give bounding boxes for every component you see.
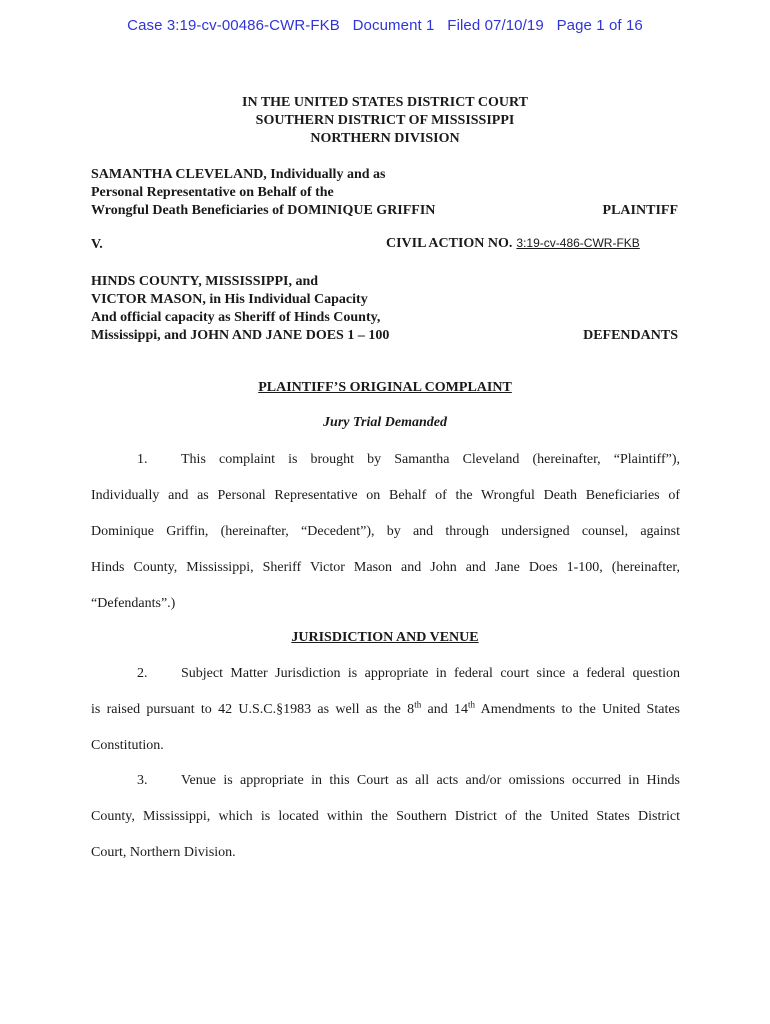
civil-action-label: CIVIL ACTION NO. xyxy=(386,236,513,251)
para1-line-2: Individually and as Personal Representative on Behalf of the Wrongful Death Beneficiaries of xyxy=(91,488,680,503)
court-line-3: NORTHERN DIVISION xyxy=(310,131,460,146)
section-heading: JURISDICTION AND VENUE xyxy=(291,630,479,645)
para3-line-1: 3. Venue is appropriate in this Court as all acts and/or omissions occurred in Hinds xyxy=(91,763,680,799)
para2-line-2: is raised pursuant to 42 U.S.C.§1983 as well as the 8th and 14th Amendments to the United States xyxy=(91,699,680,717)
para1-line-1: 1. This complaint is brought by Samantha Cleveland (hereinafter, “Plaintiff”), xyxy=(91,442,680,478)
plaintiff-role: PLAINTIFF xyxy=(602,203,678,218)
defendant-block xyxy=(91,273,389,345)
case-number: 3:19-cv-486-CWR-FKB xyxy=(516,236,640,250)
jury-demand: Jury Trial Demanded xyxy=(323,415,447,430)
defendant-line-1: HINDS COUNTY, MISSISSIPPI, and xyxy=(91,274,319,289)
civil-action xyxy=(386,236,652,252)
para3-line-2: County, Mississippi, which is located within the Southern District of the United States District xyxy=(91,809,680,824)
para1-line-5: “Defendants”.) xyxy=(91,596,176,611)
paragraph-2 xyxy=(91,656,680,764)
ecf-header-stamp: Case 3:19-cv-00486-CWR-FKB Document 1 Filed 07/10/19 Page 1 of 16 xyxy=(127,17,643,34)
court-heading xyxy=(0,94,770,148)
paragraph-1 xyxy=(91,442,680,622)
para3-number: 3. xyxy=(137,773,148,788)
plaintiff-block xyxy=(91,166,435,220)
versus-label: V. xyxy=(91,237,103,252)
para1-line-4: Hinds County, Mississippi, Sheriff Victor Mason and John and Jane Does 1-100, (hereinafter, xyxy=(91,560,680,575)
para2-line-3: Constitution. xyxy=(91,738,164,753)
para3-line-3: Court, Northern Division. xyxy=(91,845,236,860)
para1-line-3: Dominique Griffin, (hereinafter, “Decedent”), by and through undersigned counsel, against xyxy=(91,524,680,539)
court-line-1: IN THE UNITED STATES DISTRICT COURT xyxy=(242,95,528,110)
plaintiff-line-2: Personal Representative on Behalf of the xyxy=(91,185,334,200)
document-title: PLAINTIFF’S ORIGINAL COMPLAINT xyxy=(258,380,512,395)
para2-line-1: 2. Subject Matter Jurisdiction is appropriate in federal court since a federal question xyxy=(91,656,680,692)
para1-number: 1. xyxy=(137,452,148,467)
defendant-role: DEFENDANTS xyxy=(583,328,678,343)
court-line-2: SOUTHERN DISTRICT OF MISSISSIPPI xyxy=(255,113,515,128)
plaintiff-line-1: SAMANTHA CLEVELAND, Individually and as xyxy=(91,167,386,182)
defendant-line-2: VICTOR MASON, in His Individual Capacity xyxy=(91,292,368,307)
para2-number: 2. xyxy=(137,666,148,681)
paragraph-3 xyxy=(91,763,680,871)
plaintiff-line-3: Wrongful Death Beneficiaries of DOMINIQUE GRIFFIN xyxy=(91,203,436,218)
defendant-line-3: And official capacity as Sheriff of Hinds County, xyxy=(91,310,381,325)
defendant-line-4: Mississippi, and JOHN AND JANE DOES 1 – 100 xyxy=(91,328,390,343)
